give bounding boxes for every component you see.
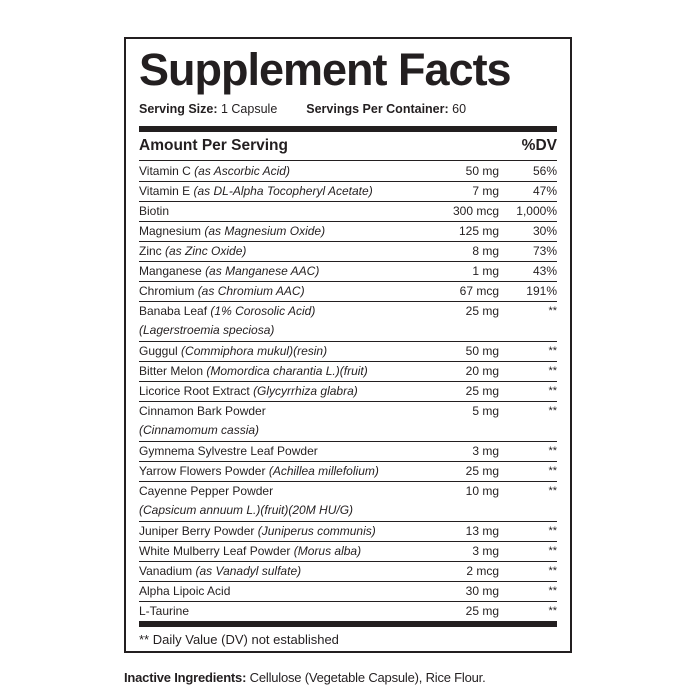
ingredient-name: Chromium (139, 284, 195, 298)
ingredient-detail: (as Magnesium Oxide) (204, 224, 326, 238)
ingredient-name-cell (139, 242, 399, 261)
ingredient-name: L-Taurine (139, 604, 190, 618)
ingredient-name-cell (139, 462, 399, 481)
ingredient-dv: ** (548, 365, 557, 377)
ingredient-detail: (Momordica charantia L.)(fruit) (206, 364, 368, 378)
ingredient-row (139, 482, 557, 522)
ingredient-amount: 10 mg (465, 484, 499, 498)
ingredient-name: Cayenne Pepper Powder (139, 484, 274, 498)
ingredient-name-cell (139, 282, 399, 301)
ingredient-name: Alpha Lipoic Acid (139, 584, 231, 598)
ingredient-name-cell (139, 302, 399, 340)
ingredient-name: White Mulberry Leaf Powder (139, 544, 291, 558)
ingredient-name-cell (139, 562, 399, 581)
servings-per-container-label: Servings Per Container: (306, 102, 449, 116)
ingredient-row (139, 242, 557, 262)
ingredient-dv: 56% (532, 164, 557, 178)
ingredient-amount: 25 mg (465, 304, 499, 318)
ingredient-amount: 13 mg (465, 524, 499, 538)
ingredient-amount: 50 mg (465, 344, 499, 358)
ingredient-row (139, 222, 557, 242)
ingredient-row (139, 442, 557, 462)
ingredient-name: Vanadium (139, 564, 193, 578)
ingredient-amount: 8 mg (472, 244, 499, 258)
ingredient-row (139, 382, 557, 402)
ingredient-amount: 67 mcg (459, 284, 499, 298)
ingredient-dv: 191% (526, 284, 557, 298)
serving-info (139, 102, 557, 118)
panel-title: Supplement Facts (139, 44, 511, 95)
ingredient-row (139, 182, 557, 202)
ingredient-dv: ** (548, 445, 557, 457)
ingredient-row (139, 362, 557, 382)
ingredient-name: Juniper Berry Powder (139, 524, 255, 538)
servings-per-container-value: 60 (452, 102, 467, 116)
ingredient-name-cell (139, 482, 399, 520)
ingredient-row (139, 302, 557, 342)
ingredient-name: Zinc (139, 244, 162, 258)
ingredient-detail: (Morus alba) (293, 544, 362, 558)
ingredient-name-cell (139, 262, 399, 281)
ingredient-row (139, 462, 557, 482)
ingredient-name: Bitter Melon (139, 364, 204, 378)
ingredient-name: Biotin (139, 204, 170, 218)
ingredient-detail: (Glycyrrhiza glabra) (253, 384, 358, 398)
ingredient-row (139, 342, 557, 362)
ingredient-name: Cinnamon Bark Powder (139, 404, 266, 418)
ingredient-row (139, 282, 557, 302)
ingredient-name: Vitamin C (139, 164, 191, 178)
ingredient-dv: ** (548, 385, 557, 397)
ingredient-detail: (as Ascorbic Acid) (194, 164, 290, 178)
ingredient-dv: ** (548, 565, 557, 577)
ingredient-detail-line2: (Capsicum annuum L.)(fruit)(20M HU/G) (139, 503, 354, 517)
ingredient-amount: 25 mg (465, 604, 499, 618)
ingredient-amount: 25 mg (465, 384, 499, 398)
ingredient-name-cell (139, 522, 399, 541)
supplement-facts-panel (124, 37, 572, 653)
ingredient-row (139, 202, 557, 222)
ingredient-dv: 43% (532, 264, 557, 278)
ingredient-dv: ** (548, 465, 557, 477)
ingredient-name: Gymnema Sylvestre Leaf Powder (139, 444, 318, 458)
ingredient-dv: ** (548, 305, 557, 317)
ingredient-detail: (as Vanadyl sulfate) (195, 564, 302, 578)
ingredient-amount: 125 mg (458, 224, 499, 238)
ingredient-name-cell (139, 382, 399, 401)
ingredient-amount: 20 mg (465, 364, 499, 378)
ingredient-amount: 2 mcg (466, 564, 499, 578)
ingredient-name-cell (139, 542, 399, 561)
ingredient-row (139, 262, 557, 282)
ingredient-detail: (Achillea millefolium) (268, 464, 379, 478)
ingredient-amount: 3 mg (472, 444, 499, 458)
ingredient-row (139, 162, 557, 182)
ingredient-amount: 30 mg (465, 584, 499, 598)
ingredient-dv: ** (548, 525, 557, 537)
ingredient-row (139, 562, 557, 582)
ingredient-detail: (Commiphora mukul)(resin) (181, 344, 328, 358)
ingredient-dv: ** (548, 405, 557, 417)
ingredient-dv: ** (548, 345, 557, 357)
ingredient-detail: (as DL-Alpha Tocopheryl Acetate) (193, 184, 373, 198)
ingredient-name-cell (139, 442, 399, 461)
ingredient-name-cell (139, 582, 399, 601)
ingredient-name-cell (139, 362, 399, 381)
ingredient-rows (139, 162, 557, 622)
ingredient-detail: (as Manganese AAC) (205, 264, 320, 278)
serving-size-label: Serving Size: (139, 102, 218, 116)
serving-size-value: 1 Capsule (220, 102, 278, 116)
ingredient-name: Banaba Leaf (139, 304, 208, 318)
ingredient-row (139, 582, 557, 602)
ingredient-detail: (1% Corosolic Acid) (210, 304, 316, 318)
ingredient-detail: (as Chromium AAC) (197, 284, 305, 298)
ingredient-name: Manganese (139, 264, 202, 278)
ingredient-row (139, 402, 557, 442)
ingredient-amount: 300 mcg (452, 204, 499, 218)
ingredient-name-cell (139, 402, 399, 440)
ingredient-row (139, 522, 557, 542)
inactive-ingredients-value: Cellulose (Vegetable Capsule), Rice Flour. (249, 670, 486, 685)
ingredient-amount: 7 mg (472, 184, 499, 198)
ingredient-name-cell (139, 342, 399, 361)
ingredient-name: Yarrow Flowers Powder (139, 464, 266, 478)
ingredient-amount: 50 mg (465, 164, 499, 178)
ingredient-dv: 1,000% (516, 204, 557, 218)
thick-divider-bottom (139, 621, 557, 627)
ingredient-dv: ** (548, 605, 557, 617)
ingredient-dv: 47% (532, 184, 557, 198)
ingredient-name-cell (139, 202, 399, 221)
ingredient-dv: ** (548, 545, 557, 557)
dv-heading: %DV (521, 137, 557, 154)
ingredient-name: Magnesium (139, 224, 202, 238)
ingredient-amount: 5 mg (472, 404, 499, 418)
ingredient-dv: 30% (532, 224, 557, 238)
inactive-ingredients (124, 670, 486, 685)
ingredient-name-cell (139, 162, 399, 181)
ingredient-amount: 3 mg (472, 544, 499, 558)
table-header (139, 132, 557, 161)
ingredient-name-cell (139, 602, 399, 621)
ingredient-detail-line2: (Cinnamomum cassia) (139, 423, 260, 437)
ingredient-detail: (as Zinc Oxide) (165, 244, 247, 258)
inactive-ingredients-label: Inactive Ingredients: (124, 670, 247, 685)
ingredient-amount: 25 mg (465, 464, 499, 478)
ingredient-detail-line2: (Lagerstroemia speciosa) (139, 323, 275, 337)
footnote: ** Daily Value (DV) not established (139, 632, 339, 647)
ingredient-row (139, 542, 557, 562)
ingredient-dv: 73% (532, 244, 557, 258)
ingredient-name-cell (139, 182, 399, 201)
ingredient-name: Vitamin E (139, 184, 191, 198)
ingredient-name: Guggul (139, 344, 178, 358)
ingredient-row (139, 602, 557, 622)
ingredient-detail: (Juniperus communis) (257, 524, 376, 538)
amount-per-serving-heading: Amount Per Serving (139, 137, 288, 154)
ingredient-name-cell (139, 222, 399, 241)
ingredient-dv: ** (548, 485, 557, 497)
ingredient-amount: 1 mg (472, 264, 499, 278)
ingredient-name: Licorice Root Extract (139, 384, 250, 398)
ingredient-dv: ** (548, 585, 557, 597)
